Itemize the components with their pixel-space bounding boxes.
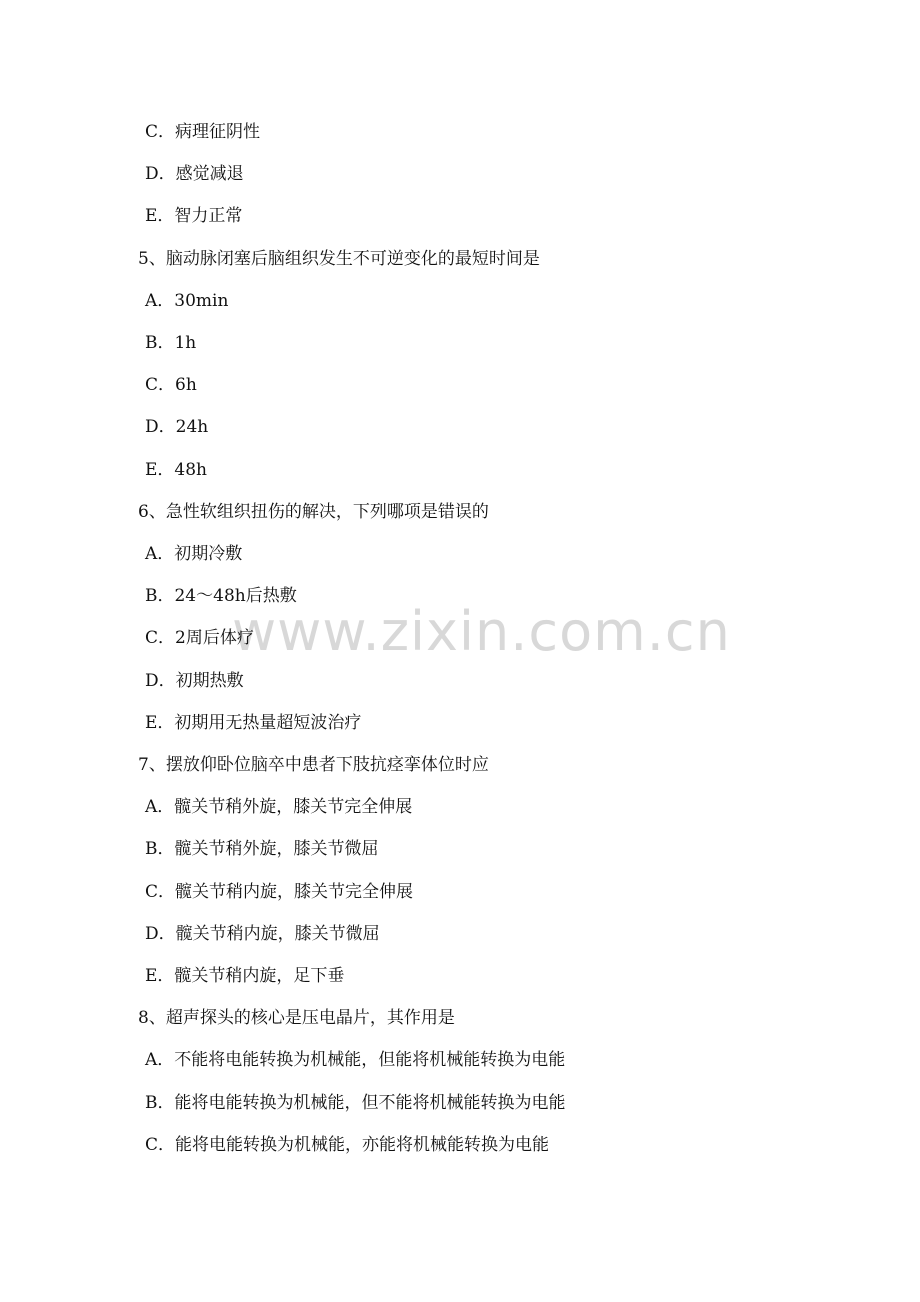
answer-option: A．髋关节稍外旋，膝关节完全伸展 xyxy=(145,797,413,817)
question-stem: 6、急性软组织扭伤的解决，下列哪项是错误的 xyxy=(138,502,489,522)
answer-option: C．病理征阴性 xyxy=(145,122,261,142)
answer-option: D．感觉减退 xyxy=(145,164,244,184)
answer-option: E．初期用无热量超短波治疗 xyxy=(145,713,362,733)
question-stem: 7、摆放仰卧位脑卒中患者下肢抗痉挛体位时应 xyxy=(138,755,489,775)
answer-option: E．智力正常 xyxy=(145,206,243,226)
answer-option: B．24～48h后热敷 xyxy=(145,586,297,606)
answer-option: D．初期热敷 xyxy=(145,671,244,691)
watermark: www.zixin.com.cn xyxy=(232,600,731,663)
answer-option: C．能将电能转换为机械能，亦能将机械能转换为电能 xyxy=(145,1135,550,1155)
question-stem: 8、超声探头的核心是压电晶片，其作用是 xyxy=(138,1008,455,1028)
answer-option: C．2周后体疗 xyxy=(145,628,254,648)
answer-option: C．6h xyxy=(145,375,197,395)
question-stem: 5、脑动脉闭塞后脑组织发生不可逆变化的最短时间是 xyxy=(138,249,540,269)
answer-option: E．髋关节稍内旋，足下垂 xyxy=(145,966,345,986)
answer-option: D．24h xyxy=(145,417,209,437)
answer-option: B．能将电能转换为机械能，但不能将机械能转换为电能 xyxy=(145,1093,566,1113)
answer-option: B．髋关节稍外旋，膝关节微屈 xyxy=(145,839,379,859)
answer-option: A．初期冷敷 xyxy=(145,544,243,564)
answer-option: E．48h xyxy=(145,460,207,480)
answer-option: B．1h xyxy=(145,333,197,353)
answer-option: A．不能将电能转换为机械能，但能将机械能转换为电能 xyxy=(145,1050,566,1070)
answer-option: D．髋关节稍内旋，膝关节微屈 xyxy=(145,924,380,944)
answer-option: A．30min xyxy=(145,291,229,311)
answer-option: C．髋关节稍内旋，膝关节完全伸展 xyxy=(145,882,414,902)
